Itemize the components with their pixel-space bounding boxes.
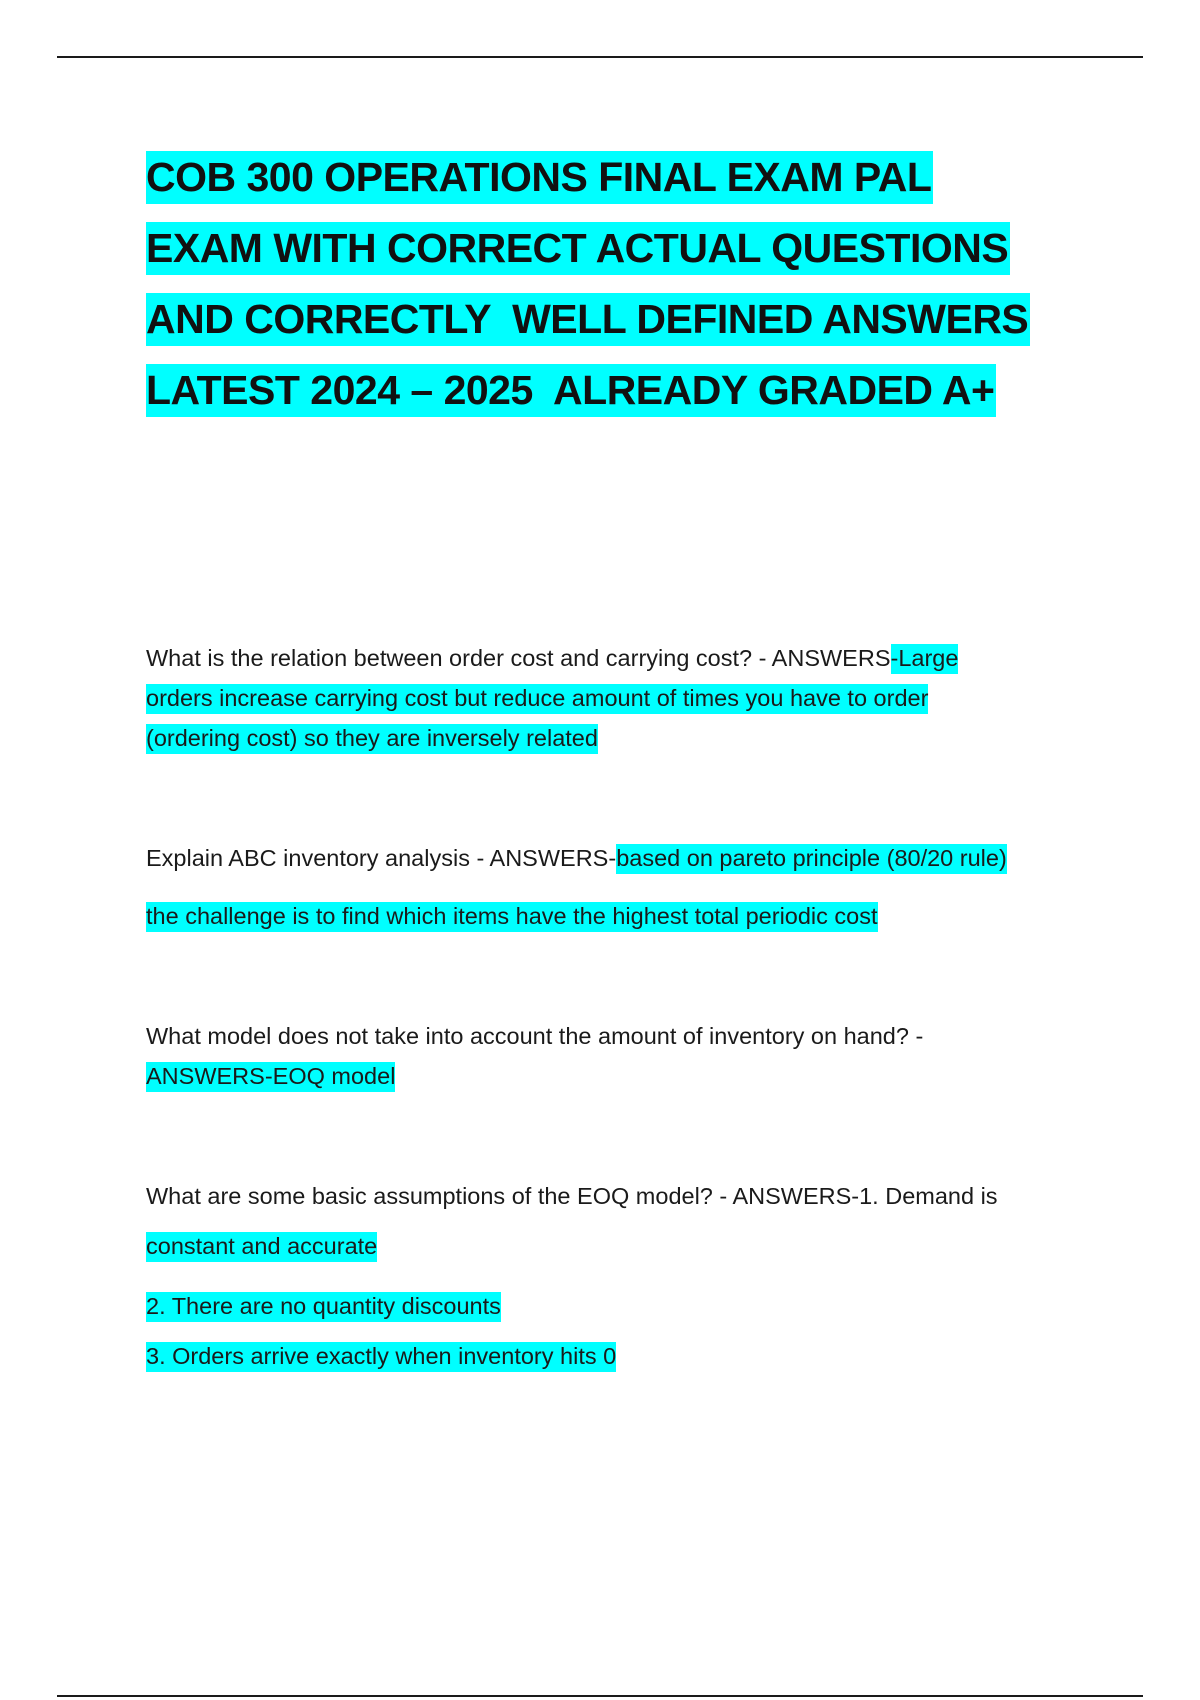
qa-line xyxy=(146,718,1096,758)
question-text: Explain ABC inventory analysis - ANSWERS- xyxy=(146,845,617,871)
answer-text: constant and accurate xyxy=(146,1232,377,1262)
title-line-text: EXAM WITH CORRECT ACTUAL QUESTIONS xyxy=(146,222,1010,275)
answer-text: 2. There are no quantity discounts xyxy=(146,1292,501,1322)
qa-item xyxy=(146,638,1096,758)
qa-line xyxy=(146,678,1096,718)
qa-line xyxy=(146,1336,1096,1376)
qa-line xyxy=(146,1176,1096,1216)
qa-line xyxy=(146,1016,1096,1056)
qa-line xyxy=(146,838,1096,896)
qa-line xyxy=(146,1216,1096,1276)
qa-line xyxy=(146,896,1096,954)
question-text: What model does not take into account the amount of inventory on hand? - xyxy=(146,1023,924,1049)
answer-text: based on pareto principle (80/20 rule) xyxy=(616,844,1007,874)
qa-line xyxy=(146,1276,1096,1336)
title-line xyxy=(146,287,1096,351)
title-line-text: AND CORRECTLY WELL DEFINED ANSWERS xyxy=(146,293,1030,346)
qa-item xyxy=(146,1016,1096,1096)
answer-text: -Large xyxy=(891,644,959,674)
title-line xyxy=(146,358,1096,422)
question-text: What is the relation between order cost and carrying cost? - ANSWERS xyxy=(146,645,891,671)
top-rule xyxy=(57,56,1143,58)
answer-text: orders increase carrying cost but reduce amount of times you have to order xyxy=(146,684,928,714)
answer-text: the challenge is to find which items have the highest total periodic cost xyxy=(146,902,878,932)
title-line xyxy=(146,145,1096,209)
qa-item xyxy=(146,1176,1096,1376)
answer-text: 3. Orders arrive exactly when inventory hits 0 xyxy=(146,1342,616,1372)
qa-line xyxy=(146,638,1096,678)
title-line xyxy=(146,216,1096,280)
answer-text: (ordering cost) so they are inversely related xyxy=(146,724,598,754)
qa-item xyxy=(146,838,1096,954)
title-line-text: COB 300 OPERATIONS FINAL EXAM PAL xyxy=(146,151,933,204)
qa-line xyxy=(146,1056,1096,1096)
bottom-rule xyxy=(57,1695,1143,1697)
document-title xyxy=(146,145,1096,429)
question-text: What are some basic assumptions of the EOQ model? - ANSWERS-1. Demand is xyxy=(146,1183,998,1209)
answer-text: ANSWERS-EOQ model xyxy=(146,1062,395,1092)
title-line-text: LATEST 2024 – 2025 ALREADY GRADED A+ xyxy=(146,364,996,417)
